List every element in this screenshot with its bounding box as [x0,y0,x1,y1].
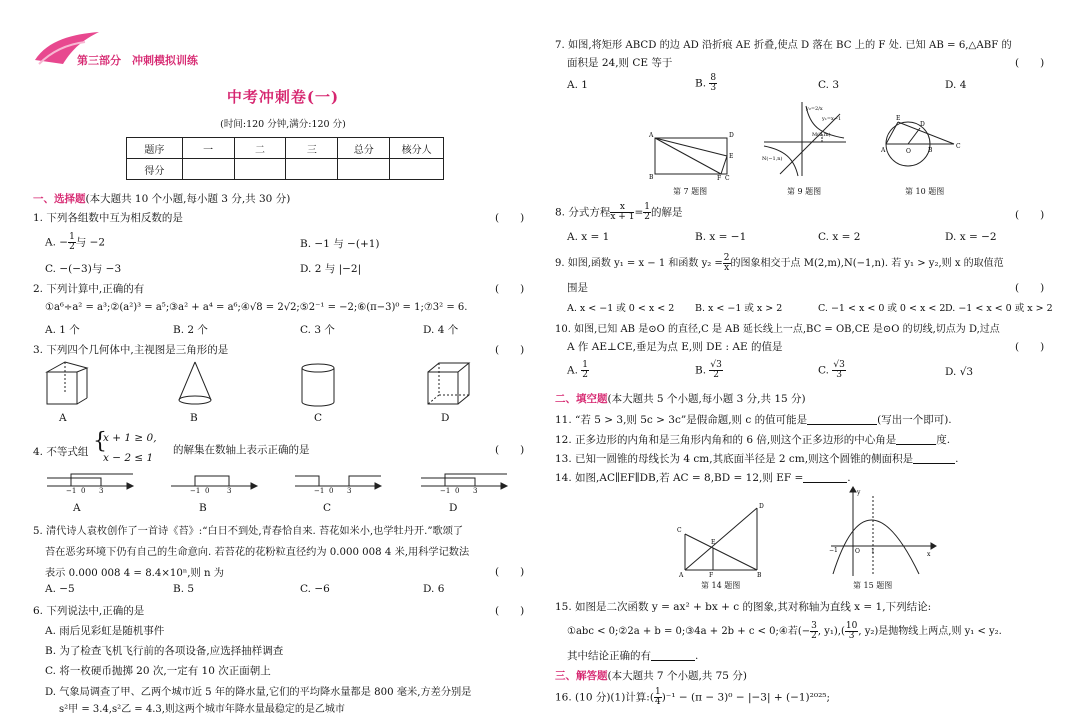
stem-text: 8. 分式方程 [555,206,611,219]
tick-label: 3 [347,487,352,495]
option-d[interactable]: D. 6 [423,583,445,595]
option-b[interactable]: B. 为了检查飞机飞行前的各项设备,应选择抽样调查 [45,645,284,657]
option-d[interactable]: D. 4 个 [423,324,459,336]
option-b[interactable]: B. x = −1 [695,231,747,243]
option-c[interactable]: C. −(−3)与 −3 [45,263,122,275]
fraction [709,361,722,380]
stem-text: 13. 已知一圆锥的母线长为 4 cm,其底面半径是 2 cm,则这个圆锥的侧面积是 [555,453,914,465]
fraction [845,622,858,641]
stem-text: 14. 如图,AC∥EF∥DB,若 AC = 8,BD = 12,则 EF = [555,472,804,484]
fraction-num: 1 [644,202,650,212]
answer-paren[interactable]: ( ) [1015,341,1045,353]
svg-text:y: y [857,489,861,496]
score-cell: 三 [286,138,338,159]
stem-text: 11. “若 5 > 3,则 5c > 3c”是假命题,则 c 的值可能是 [555,414,808,426]
question-stem [555,203,682,222]
cone-shape [179,362,211,404]
fraction [610,203,634,222]
question-stem-line [567,622,1002,641]
question-stem: 2. 下列计算中,正确的有 [33,283,145,295]
tick-label: 0 [329,487,334,495]
tick-label: −1 [66,487,77,495]
stem-text: = [634,206,644,219]
section-title: 二、填空题 [555,393,608,405]
option-c[interactable]: C [314,412,323,424]
svg-text:A: A [649,132,654,139]
answer-paren[interactable]: ( ) [495,283,525,295]
question-stem [33,444,88,459]
svg-text:E: E [729,153,734,160]
tick-label: 3 [473,487,478,495]
score-table-header-row [127,138,444,159]
page-title: 中考冲刺卷(一) [226,88,340,106]
section-heading [555,391,806,406]
fraction-den: 2 [69,242,75,252]
fraction-num: x [610,203,634,213]
fraction-num: 3 [811,621,817,631]
fig14-parallel-lines [675,500,765,578]
stem-text: ①abc < 0;②2a + b = 0;③4a + 2b + c < 0;④若 [567,626,798,637]
option-text: A. − [45,236,69,249]
score-cell: 总分 [338,138,390,159]
answer-blank[interactable] [651,650,695,661]
option-b[interactable]: B [199,502,207,514]
question-stem-line [555,254,1004,273]
fill-question [555,432,950,447]
figure-caption: 第 15 题图 [853,581,893,590]
stem-text: 度. [936,434,951,446]
svg-text:C: C [677,527,682,534]
fraction-den: 2 [582,370,588,380]
svg-text:O: O [906,148,911,155]
question-stem-line: 苔在恶劣环境下仍有自己的生命意向. 若苔花的花粉粒直径约为 0.000 008 4 米,用科学记数法 [45,547,470,558]
option-d[interactable]: D [449,502,458,514]
fraction-num: 1 [654,687,661,697]
option-d[interactable]: D. x = −2 [945,231,997,243]
question-stem-line: 面积是 24,则 CE 等于 [567,57,673,69]
score-input-cell[interactable] [234,159,286,180]
stem-text: 是抛物线上两点,则 y₁ < y₂. [878,626,1002,637]
answer-blank[interactable] [913,453,955,464]
answer-paren[interactable]: ( ) [1015,209,1045,221]
option-a[interactable]: A [73,502,81,514]
svg-text:D: D [920,121,925,128]
question-stem: 1. 下列各组数中互为相反数的是 [33,212,183,224]
section-note: (本大题共 10 个小题,每小题 3 分,共 30 分) [85,193,291,205]
svg-text:B: B [928,147,933,154]
option-a[interactable] [45,233,105,252]
option-b[interactable] [695,74,717,93]
option-text: 与 −2 [75,236,106,249]
stem-text: (写出一个即可). [877,414,952,426]
fraction-den: 3 [836,370,842,380]
option-text: B. [695,77,707,90]
option-a[interactable]: A. 1 个 [45,324,80,336]
stem-text: 其中结论正确的有 [567,650,651,662]
fill-question [555,451,958,466]
option-text: C. [818,364,829,377]
option-c[interactable]: C [323,502,332,514]
fraction-den: 3 [710,83,717,93]
question-stem-line: 5. 清代诗人袁枚创作了一首诗《苔》:“白日不到处,青春恰自来. 苔花如米小,也学牡丹开.”歌颂了 [33,526,464,537]
answer-blank[interactable] [896,434,936,445]
fraction [654,688,662,707]
fraction-den: x + 1 [610,212,635,222]
fraction-num: √3 [833,360,845,370]
svg-text:A: A [679,572,684,578]
score-cell: 二 [234,138,286,159]
question-stem-line: 7. 如图,将矩形 ABCD 的边 AD 沿折痕 AE 折叠,使点 D 落在 BC 上的 F 处. 已知 AB = 6,△ABF 的 [555,40,1012,51]
option-c[interactable]: C. −6 [300,583,330,595]
fig15-parabola [827,486,937,578]
fraction-den: x [724,263,730,273]
option-a[interactable]: A. −5 [45,583,75,595]
section-title: 一、选择题 [33,193,86,205]
option-c[interactable]: C. −1 < x < 0 或 0 < x < 2 [818,303,946,314]
point-one: (− $\frac{3}{2}$ , y₁), [797,621,841,641]
tick-label: 0 [81,487,86,495]
option-d[interactable]: D. −1 < x < 0 或 x > 2 [945,303,1053,314]
svg-text:D: D [759,503,764,510]
svg-text:O: O [855,548,860,555]
fraction-den: 3 [848,631,855,641]
stem-text: . [695,650,699,662]
stem-text: 的解是 [650,206,683,219]
svg-text:C: C [725,175,730,180]
fraction [723,254,731,273]
fraction [810,622,818,641]
svg-text:1: 1 [871,548,875,555]
figure-caption: 第 7 题图 [673,187,708,196]
answer-blank[interactable] [807,414,877,425]
option-b[interactable] [695,361,723,380]
svg-text:E: E [711,539,716,546]
question-stem-line: A 作 AE⊥CE,垂足为点 E,则 DE : AE 的值是 [567,341,783,353]
score-cell: 得分 [127,159,183,180]
fraction-num: 1 [69,232,75,242]
fraction-num: 1 [582,360,588,370]
question-stem-line [567,648,698,663]
section-note: (本大题共 7 个小题,共 75 分) [607,670,747,682]
figure-caption: 第 14 题图 [701,581,741,590]
option-text: A. [567,364,578,377]
right-column [555,0,1055,717]
svg-text:B: B [649,174,654,180]
option-a[interactable]: A. x < −1 或 0 < x < 2 [567,303,675,314]
prism-shape [47,362,87,404]
question-stem-line: 表示 0.000 008 4 = 8.4×10ⁿ,则 n 为 [45,568,224,579]
option-text: B. [695,364,707,377]
question-stem-line: 围是 [567,282,588,294]
score-input-cell[interactable] [286,159,338,180]
option-d[interactable]: D. √3 [945,366,974,378]
fig10-circle [880,100,970,180]
fraction-num: 10 [845,621,858,631]
answer-paren[interactable]: ( ) [1015,57,1045,69]
section-note: (本大题共 5 个小题,每小题 3 分,共 15 分) [607,393,806,405]
option-c[interactable]: C. 3 [818,79,840,91]
section-heading [555,668,747,683]
fraction-den: 2 [644,212,650,222]
option-a[interactable]: A [59,412,67,424]
question-stem: 6. 下列说法中,正确的是 [33,605,145,617]
stem-text: ⁻¹ − (π − 3)⁰ − |−3| + (−1)²⁰²⁵; [665,691,831,704]
tick-label: −1 [314,487,325,495]
left-column [33,0,533,717]
answer-paren[interactable]: ( ) [495,212,525,224]
stem-text: . [955,453,959,465]
option-d[interactable]: D. 2 与 |−2| [300,263,362,275]
system-line1: x + 1 ≥ 0, [103,432,157,444]
fraction-num: 8 [710,73,717,83]
svg-text:F: F [717,175,722,180]
option-d-cont: s²甲 = 3.4,s²乙 = 4.3,则这两个城市年降水量最稳定的是乙城市 [59,704,345,715]
tick-label: 3 [227,487,232,495]
score-cell: 题序 [127,138,183,159]
option-d[interactable]: D [441,412,450,424]
option-b[interactable]: B. 5 [173,583,195,595]
option-b[interactable]: B. −1 与 −(+1) [300,238,380,250]
question-stem: 3. 下列四个几何体中,主视图是三角形的是 [33,344,229,356]
score-table-score-row [127,159,444,180]
q3-solids-figure [43,360,483,412]
score-cell: 核分人 [390,138,444,159]
section-heading [33,191,290,206]
page-subtitle: (时间:120 分钟,满分:120 分) [220,119,346,130]
svg-text:B: B [757,572,762,578]
option-a[interactable]: A. x = 1 [567,231,610,243]
answer-paren[interactable]: ( ) [495,605,525,617]
fraction [643,203,651,222]
answer-blank[interactable] [803,472,847,483]
figure-caption: 第 10 题图 [905,187,945,196]
option-c[interactable]: C. x = 2 [818,231,861,243]
figure-caption: 第 9 题图 [787,187,822,196]
svg-text:D: D [729,132,734,139]
stem-text: 12. 正多边形的内角和是三角形内角和的 6 倍,则这个正多边形的中心角是 [555,434,897,446]
option-d[interactable]: D. 气象局调查了甲、乙两个城市近 5 年的降水量,它们的平均降水量都是 800 毫米,方差分别是 [45,687,472,698]
score-table [126,137,444,180]
svg-text:A: A [881,147,886,154]
svg-text:M(2,m): M(2,m) [812,132,831,138]
option-c[interactable]: C. 将一枚硬币抛掷 20 次,一定有 10 次正面朝上 [45,665,271,677]
svg-text:F: F [709,572,714,578]
tick-label: −1 [190,487,201,495]
section-title: 三、解答题 [555,670,608,682]
option-c[interactable]: C. 3 个 [300,324,335,336]
answer-paren[interactable]: ( ) [495,566,525,578]
question-stem-line: 10. 如图,已知 AB 是⊙O 的直径,C 是 AB 延长线上一点,BC = OB,CE 是⊙O 的切线,切点为 D,过点 [555,324,1000,335]
tick-label: 0 [455,487,460,495]
fraction [832,361,845,380]
fig7-rectangle [647,100,737,180]
option-b[interactable]: B. x < −1 或 x > 2 [695,303,783,314]
fraction-den: 2 [713,370,719,380]
fraction-den: 2 [811,631,817,641]
option-d[interactable]: D. 4 [945,79,967,91]
score-cell: 一 [182,138,234,159]
system-line2: x − 2 ≤ 1 [103,452,154,464]
option-c[interactable] [818,361,846,380]
fig9-graph [760,100,850,180]
svg-text:x: x [927,551,931,558]
option-b[interactable]: B. 2 个 [173,324,208,336]
fraction-num: √3 [710,360,722,370]
question-stem: 16. (10 分)(1)计算:( $\frac{1}{4}$ )⁻¹ − (π − 3)⁰ − |−3| + (−1)²⁰²⁵; [555,687,831,707]
score-input-cell[interactable] [338,159,390,180]
cube-shape [428,363,469,404]
answer-paren[interactable]: ( ) [1015,282,1045,294]
question-stem-line: 15. 如图是二次函数 y = ax² + bx + c 的图象,其对称轴为直线 x = 1,下列结论: [555,601,932,613]
score-input-cell[interactable] [182,159,234,180]
svg-text:C: C [956,143,961,150]
question-items: ①a⁶÷a² = a³;②(a²)³ = a⁵;③a² + a⁴ = a⁶;④√8 = 2√2;⑤2⁻¹ = −2;⑥(π−3)⁰ = 1;⑦3² = 6. [45,302,468,313]
point-two: ( $\frac{10}{3}$ , y₂) [840,621,879,641]
tick-label: 3 [99,487,104,495]
option-a[interactable]: A. 1 [567,79,588,91]
fraction [68,233,76,252]
fill-question [555,412,952,427]
svg-text:N(−1,n): N(−1,n) [762,156,783,162]
fraction-den: 4 [654,697,661,707]
svg-text:E: E [896,115,901,122]
tick-label: 0 [205,487,210,495]
tick-label: −1 [440,487,451,495]
svg-text:y₁=x−1: y₁=x−1 [822,116,842,122]
option-b[interactable]: B [190,412,198,424]
stem-text: 4. 不等式组 [33,446,89,458]
svg-text:−1: −1 [829,547,838,554]
fill-question [555,470,851,485]
answer-paren[interactable]: ( ) [495,344,525,356]
stem-text: 9. 如图,函数 y₁ = x − 1 和函数 y₂ = [555,258,723,269]
fraction [709,74,717,93]
option-a[interactable] [567,361,589,380]
stem-text: 的图象相交于点 M(2,m),N(−1,n). 若 y₁ > y₂,则 x 的取值范 [730,258,1004,269]
stem-text: 16. (10 分)(1)计算: [555,691,650,704]
stem-text: . [847,472,851,484]
part-label: 第三部分 冲刺模拟训练 [77,54,198,67]
brace-icon: { [93,429,107,454]
fraction [581,361,589,380]
answer-paren[interactable]: ( ) [495,444,525,456]
cylinder-shape [302,364,334,406]
score-input-cell[interactable] [390,159,444,180]
option-a[interactable]: A. 雨后见彩虹是随机事件 [45,625,165,637]
svg-text:y₂=2/x: y₂=2/x [806,106,823,112]
stem-suffix: 的解集在数轴上表示正确的是 [173,444,310,456]
fraction-num: 2 [723,253,730,263]
